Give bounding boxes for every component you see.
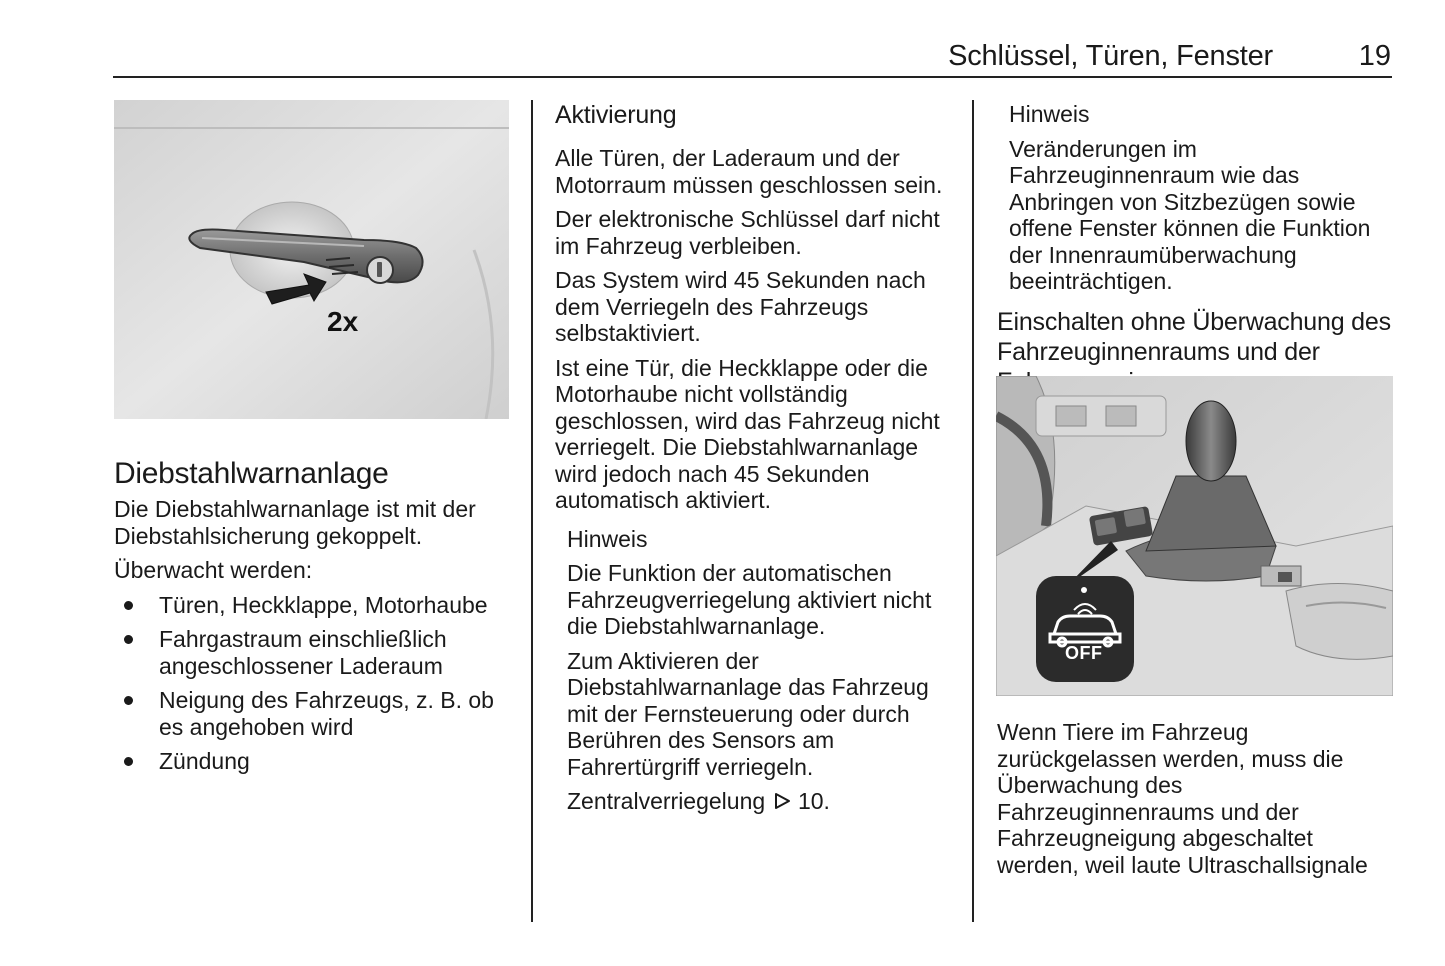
paragraph: Überwacht werden: bbox=[114, 557, 313, 583]
bullet-icon bbox=[124, 601, 133, 610]
off-label: OFF bbox=[1065, 643, 1103, 663]
paragraph: Wenn Tiere im Fahrzeug zurückgelassen werden, muss die Überwachung des Fahrzeuginnenraums und der Fahrzeugneigung abgeschaltet werden, weil laute Ultraschallsignale bbox=[997, 719, 1368, 878]
list-item bbox=[114, 748, 514, 775]
note-paragraph: Veränderungen im Fahrzeuginnenraum wie das Anbringen von Sitzbezügen sowie offene Fenster können die Funktion der Innenraumüberwachung beeinträchtigen. bbox=[1009, 135, 1371, 294]
console-off-button-figure bbox=[996, 376, 1393, 696]
press-twice-label: 2x bbox=[327, 306, 359, 337]
list-item-text: Türen, Heckklappe, Motorhaube bbox=[159, 591, 488, 618]
paragraph: Alle Türen, der Laderaum und der Motorraum müssen geschlossen sein. bbox=[555, 145, 943, 198]
column-1 bbox=[114, 457, 514, 783]
list-item-text: Neigung des Fahrzeugs, z. B. ob es angehoben wird bbox=[159, 687, 494, 740]
heading-aktivierung: Aktivierung bbox=[555, 101, 677, 129]
paragraph: Die Diebstahlwarnanlage ist mit der Diebstahlsicherung gekoppelt. bbox=[114, 496, 476, 549]
column-3 bbox=[997, 101, 1397, 411]
list-item bbox=[114, 626, 514, 679]
section-title: Schlüssel, Türen, Fenster bbox=[948, 40, 1273, 72]
note-box bbox=[555, 526, 955, 815]
list-item-text: Zündung bbox=[159, 748, 250, 774]
bullet-icon bbox=[124, 757, 133, 766]
note-paragraph: Die Funktion der automatischen Fahrzeugverriegelung aktiviert nicht die Diebstahlwarnanlage. bbox=[567, 560, 932, 639]
door-handle-figure bbox=[114, 100, 509, 419]
door-handle-illustration bbox=[114, 100, 509, 419]
cross-reference bbox=[567, 788, 955, 815]
list-item bbox=[114, 592, 514, 619]
paragraph: Der elektronische Schlüssel darf nicht im Fahrzeug verbleiben. bbox=[555, 206, 940, 259]
page-reference-icon bbox=[772, 791, 792, 811]
bullet-icon bbox=[124, 635, 133, 644]
list-item-text: Fahrgastraum einschließlich angeschlossener Laderaum bbox=[159, 626, 447, 679]
center-console-illustration bbox=[996, 376, 1393, 696]
paragraph: Das System wird 45 Sekunden nach dem Verriegeln des Fahrzeugs selbstaktiviert. bbox=[555, 267, 926, 346]
column-divider-2 bbox=[972, 100, 974, 922]
paragraph: Ist eine Tür, die Heckklappe oder die Motorhaube nicht vollständig geschlossen, wird das Fahrzeug nicht verriegelt. Die Diebstahlwarnanlage wird jedoch nach 45 Sekunden automatisch aktiviert. bbox=[555, 354, 940, 513]
reference-text: Zentralverriegelung bbox=[567, 788, 766, 814]
heading-einschalten: Einschalten ohne Überwachung des Fahrzeuginnenraums und der bbox=[997, 307, 1391, 366]
heading-diebstahlwarnanlage: Diebstahlwarnanlage bbox=[114, 457, 389, 490]
note-title: Hinweis bbox=[1009, 101, 1090, 127]
column-2 bbox=[555, 100, 955, 823]
column-3-text bbox=[997, 719, 1397, 886]
note-paragraph: Zum Aktivieren der Diebstahlwarnanlage das Fahrzeug mit der Fernsteuerung oder durch Berühren des Sensors am Fahrertürgriff verriegeln. bbox=[567, 647, 929, 780]
monitored-list bbox=[114, 592, 514, 775]
page-number: 19 bbox=[1358, 40, 1391, 72]
reference-page[interactable]: 10. bbox=[797, 788, 830, 814]
column-divider-1 bbox=[531, 100, 533, 922]
note-box bbox=[997, 101, 1397, 295]
note-title: Hinweis bbox=[567, 525, 648, 552]
list-item bbox=[114, 687, 514, 740]
bullet-icon bbox=[124, 696, 133, 705]
header-divider bbox=[113, 76, 1392, 78]
